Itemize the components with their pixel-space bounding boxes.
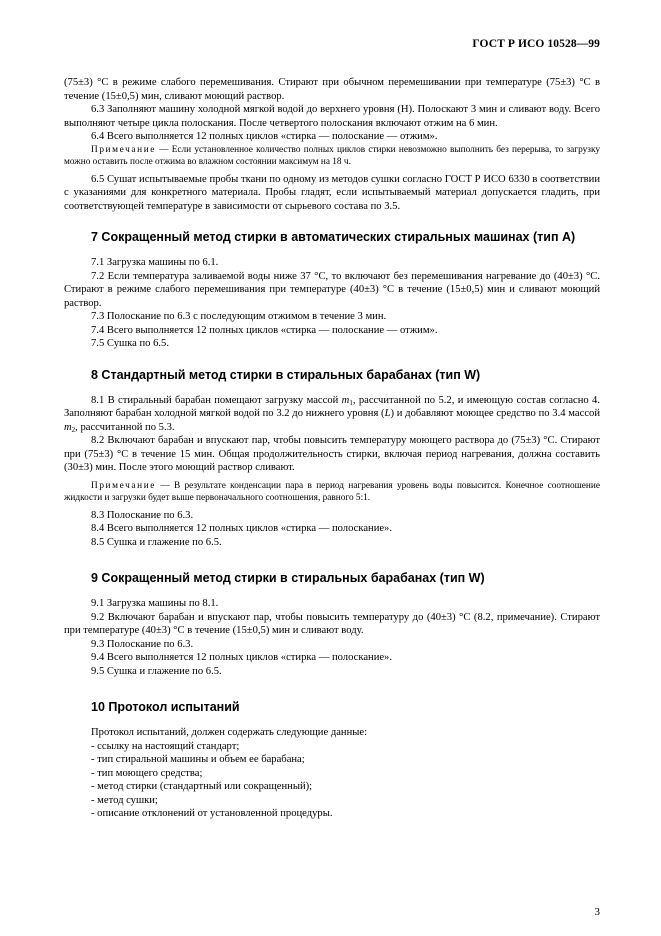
paragraph-7-1: 7.1 Загрузка машины по 6.1.: [91, 257, 219, 268]
paragraph-6-5: 6.5 Сушат испытываемые пробы ткани по одному из методов сушки согласно ГОСТ Р ИСО 6330 в соответствии с указаниями для конкретного материала. Пробы гладят, если испытываемый материал допускается гладить, при соответствующей температуре в зависимости от сырьевого состава по 3.5.: [64, 173, 600, 212]
note-text: — В результате конденсации пара в период нагревания уровень воды повысится. Конечное соотношение жидкости и загрузки будет выше первоначального соотношения, равного 5:1.: [64, 480, 600, 503]
list-item: - метод сушки;: [91, 794, 158, 806]
section-7-title: 7 Сокращенный метод стирки в автоматических стиральных машинах (тип А): [91, 230, 576, 244]
document-page: [64, 38, 600, 918]
paragraph-8-2: 8.2 Включают барабан и впускают пар, чтобы повысить температуру моющего раствора до (75±3) °С. Стирают при (75±3) °С в течение 15 мин. Общая продолжительность стирки, включая период нагревания, должна составить (30±3) мин. После этого моющий раствор сливают.: [64, 435, 600, 473]
paragraph-9-2: 9.2 Включают барабан и впускают пар, чтобы повысить температуру до (40±3) °С (8.2, примечание). Стирают при температуре (40±3) °С в течение (15±0,5) мин и сливают воду.: [64, 611, 600, 636]
paragraph-6-3: 6.3 Заполняют машину холодной мягкой водой до верхнего уровня (Н). Полоскают 3 мин и сливают воду. Всего выполняют четыре цикла полоскания. После четвертого полоскания включают отжим на 6 мин.: [64, 104, 600, 129]
paragraph-continuation: (75±3) °С в режиме слабого перемешивания. Стирают при обычном перемешивании при температуре (75±3) °С в течение (15±0,5) мин, сливают моющий раствор.: [64, 77, 600, 102]
note-label: Примечание: [91, 144, 156, 155]
paragraph-8-4: 8.4 Всего выполняется 12 полных циклов «стирка — полоскание».: [91, 523, 393, 534]
note-8: [64, 480, 600, 504]
list-item: - тип стиральной машины и объем ее барабана;: [91, 754, 305, 765]
section-9-title: 9 Сокращенный метод стирки в стиральных барабанах (тип W): [91, 571, 485, 585]
page-number: 3: [594, 906, 600, 918]
section-10-title: 10 Протокол испытаний: [91, 700, 240, 714]
document-header: ГОСТ Р ИСО 10528—99: [472, 38, 600, 50]
note-label: Примечание: [91, 480, 156, 491]
section-8-title: 8 Стандартный метод стирки в стиральных барабанах (тип W): [91, 367, 481, 382]
paragraph-6-4: 6.4 Всего выполняется 12 полных циклов «стирка — полоскание — отжим».: [91, 131, 438, 142]
paragraph-9-5: 9.5 Сушка и глажение по 6.5.: [91, 665, 222, 677]
paragraph-8-1: 8.1 В стиральный барабан помещают загрузку массой $m_1$, рассчитанной по 5.2, и имеющую состав согласно 4. Заполняют барабан холодной мягкой водой по 3.2 до нижнего уровня (L) и добавляют моющее средство по 3.4 массой $m_2$, рассчитанной по 5.3.: [64, 394, 601, 434]
paragraph-7-4: 7.4 Всего выполняется 12 полных циклов «стирка — полоскание — отжим».: [91, 324, 438, 336]
paragraph-9-1: 9.1 Загрузка машины по 8.1.: [91, 598, 219, 609]
protocol-list: [64, 740, 600, 821]
list-item: - описание отклонений от установленной процедуры.: [91, 808, 333, 819]
note-6: [64, 144, 600, 168]
paragraph-8-5: 8.5 Сушка и глажение по 6.5.: [91, 536, 222, 548]
list-item: - ссылку на настоящий стандарт;: [91, 740, 240, 752]
paragraph-7-5: 7.5 Сушка по 6.5.: [91, 338, 169, 349]
list-item: - метод стирки (стандартный или сокращенный);: [91, 781, 313, 792]
paragraph-7-3: 7.3 Полоскание по 6.3 с последующим отжимом в течение 3 мин.: [91, 311, 387, 322]
note-text: — Если установленное количество полных циклов стирки невозможно выполнить без перерыва, то загрузку можно оставить после отжима во влажном состоянии максимум на 18 ч.: [64, 144, 600, 167]
paragraph-10-intro: Протокол испытаний, должен содержать следующие данные:: [91, 727, 368, 738]
paragraph-8-3: 8.3 Полоскание по 6.3.: [91, 509, 194, 521]
paragraph-7-2: 7.2 Если температура заливаемой воды ниже 37 °С, то включают без перемешивания нагревание до (40±3) °С. Стирают в режиме слабого перемешивания при температуре (40±3) °С в течение (15±0,5) мин и сливают моющий раствор.: [64, 270, 600, 309]
paragraph-9-4: 9.4 Всего выполняется 12 полных циклов «стирка — полоскание».: [91, 652, 393, 663]
paragraph-9-3: 9.3 Полоскание по 6.3.: [91, 638, 194, 650]
list-item: - тип моющего средства;: [91, 767, 203, 779]
